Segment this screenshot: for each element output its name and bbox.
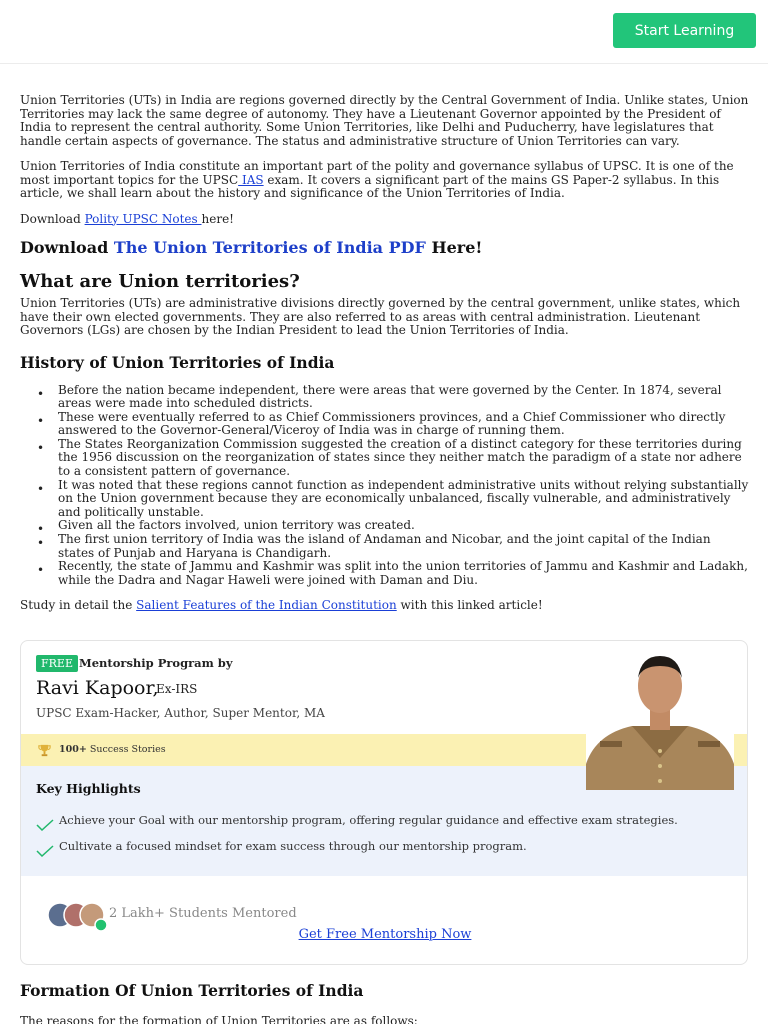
study-paragraph xyxy=(20,599,750,613)
list-item: • These were eventually referred to as Chief Commissioners provinces, and a Chief Commissioner who directly answered to the Governor-General/Viceroy of India was in charge of running them. xyxy=(20,411,750,438)
get-free-mentorship-link[interactable]: Get Free Mentorship Now xyxy=(298,927,472,942)
list-item: • It was noted that these regions cannot function as independent administrative units without relying substantially on the Union government because they are economically unbalanced, fiscally vulnerable, and administratively and politically unstable. xyxy=(20,479,750,520)
check-icon xyxy=(36,845,54,857)
list-item: • Given all the factors involved, union territory was created. xyxy=(20,519,750,533)
free-badge: FREE xyxy=(36,655,78,672)
history-list xyxy=(20,384,750,588)
download-text: Download xyxy=(20,211,85,226)
union-territories-pdf-link[interactable]: The Union Territories of India PDF xyxy=(113,238,426,257)
mentor-portrait xyxy=(586,646,734,790)
students-mentored-text: 2 Lakh+ Students Mentored xyxy=(109,906,297,921)
trophy-icon xyxy=(37,743,52,758)
intro-paragraph-2 xyxy=(20,160,750,201)
list-item: • The first union territory of India was the island of Andaman and Nicobar, and the joint capital of the Indian states of Punjab and Haryana is Chandigarh. xyxy=(20,533,750,560)
mentor-description: UPSC Exam-Hacker, Author, Super Mentor, MA xyxy=(36,706,325,720)
success-stories-text xyxy=(59,744,166,755)
ias-link[interactable]: IAS xyxy=(238,172,264,187)
mentor-role: Ex-IRS xyxy=(156,682,198,696)
mentor-name: Ravi Kapoor, xyxy=(36,677,159,699)
formation-heading: Formation Of Union Territories of India xyxy=(20,981,364,1000)
mentorship-card xyxy=(20,640,748,965)
start-learning-button[interactable]: Start Learning xyxy=(613,13,756,48)
formation-intro: The reasons for the formation of Union Territories are as follows: xyxy=(20,1014,418,1024)
highlight-item: Cultivate a focused mindset for exam success through our mentorship program. xyxy=(59,839,527,853)
download-pdf-heading xyxy=(20,238,750,257)
salient-features-link[interactable]: Salient Features of the Indian Constitution xyxy=(136,598,397,613)
history-heading: History of Union Territories of India xyxy=(20,352,335,372)
mentorship-program-label: Mentorship Program by xyxy=(79,656,233,670)
intro-paragraph-3 xyxy=(20,213,750,227)
success-count: 100+ xyxy=(59,744,87,755)
what-are-uts-heading: What are Union territories? xyxy=(20,271,300,292)
intro-paragraph-1: Union Territories (UTs) in India are regions governed directly by the Central Government of India. Unlike states, Union Territories may lack the same degree of autonomy. They have a Lieutenant Governor appointed by the President of India to represent the central authority. Some Union Territories, like Delhi and Puducherry, have legislatures that handle certain aspects of governance. The status and administrative structure of Union Territories can vary. xyxy=(20,93,749,148)
download-pdf-prefix: Download xyxy=(20,238,114,257)
intro-p2-text-a: Union Territories of India constitute an important part of the polity and governance syllabus of UPSC. It is one of the most important topics for the UPSC xyxy=(20,159,734,187)
download-pdf-suffix: Here! xyxy=(425,238,483,257)
top-bar xyxy=(0,0,768,64)
list-item: • Recently, the state of Jammu and Kashmir was split into the union territories of Jammu and Kashmir and Ladakh, while the Dadra and Nagar Haweli were joined with Daman and Diu. xyxy=(20,560,750,587)
highlight-item: Achieve your Goal with our mentorship program, offering regular guidance and effective exam strategies. xyxy=(59,813,678,827)
what-are-uts-body: Union Territories (UTs) are administrative divisions directly governed by the central government, unlike states, which have their own elected governments. They are also referred to as areas with central administration. Lieutenant Governors (LGs) are chosen by the Indian President to lead the Union Territories of India. xyxy=(20,296,741,337)
polity-notes-link[interactable]: Polity UPSC Notes xyxy=(84,211,202,226)
check-icon xyxy=(36,819,54,831)
download-here-text: here! xyxy=(201,211,234,226)
key-highlights-title: Key Highlights xyxy=(36,781,141,796)
study-text-b: with this linked article! xyxy=(396,598,543,613)
study-text-a: Study in detail the xyxy=(20,598,137,613)
list-item: • The States Reorganization Commission suggested the creation of a distinct category for these territories during the 1956 discussion on the reorganization of states since they neither match the paradigm of a state nor adhere to a consistent pattern of governance. xyxy=(20,438,750,479)
intro-p2-text-b: exam. It covers a significant part of the mains GS Paper-2 syllabus. In this article, we shall learn about the history and significance of the Union Territories of India. xyxy=(20,172,720,200)
success-label: Success Stories xyxy=(86,744,166,755)
get-free-mentorship-container xyxy=(21,927,748,942)
article-content xyxy=(20,94,750,613)
list-item: • Before the nation became independent, there were areas that were governed by the Center. In 1874, several areas were made into scheduled districts. xyxy=(20,384,750,411)
